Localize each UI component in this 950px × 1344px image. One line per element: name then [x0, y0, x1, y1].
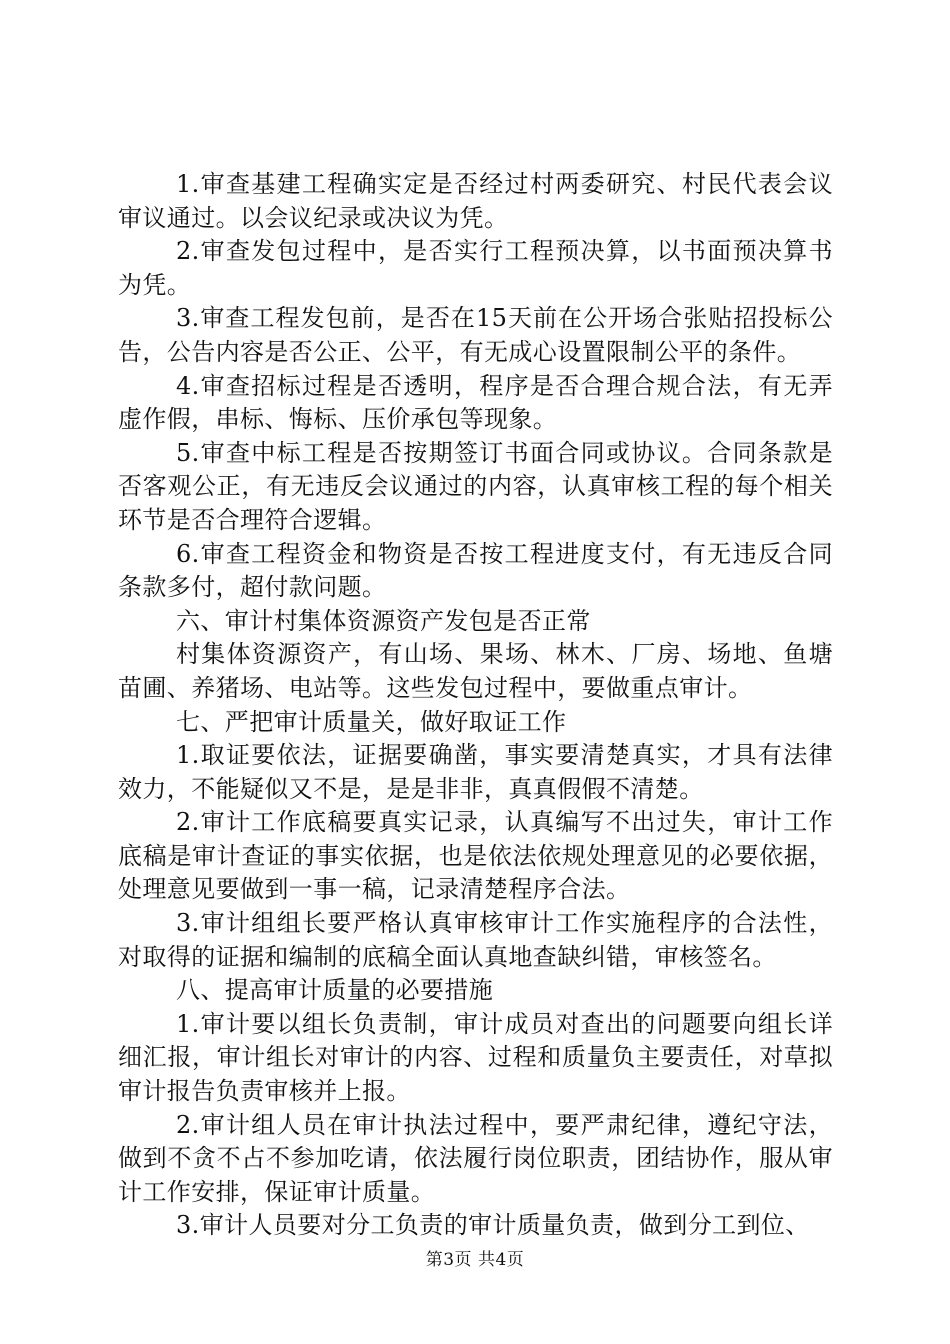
paragraph-4: 4.审查招标过程是否透明，程序是否合理合规合法，有无弄虚作假，串标、悔标、压价承包等现象。 — [118, 371, 833, 434]
paragraph-2: 2.审查发包过程中，是否实行工程预决算，以书面预决算书为凭。 — [118, 237, 833, 299]
paragraph-13: 3.审计人员要对分工负责的审计质量负责，做到分工到位、 — [176, 1211, 810, 1240]
paragraph-8: 1.取证要依法，证据要确凿，事实要清楚真实，才具有法律效力，不能疑似又不是，是是非非，真真假假不清楚。 — [118, 741, 833, 803]
paragraph-12: 2.审计组人员在审计执法过程中，要严肃纪律，遵纪守法，做到不贪不占不参加吃请，依法履行岗位职责，团结协作，服从审计工作安排，保证审计质量。 — [118, 1110, 833, 1206]
paragraph-1: 1.审查基建工程确实定是否经过村两委研究、村民代表会议审议通过。以会议纪录或决议为凭。 — [118, 170, 833, 232]
page-number: 第3页 共4页 — [425, 1250, 525, 1270]
document-body — [118, 168, 833, 1243]
page-footer — [0, 1245, 950, 1270]
section-heading-8: 八、提高审计质量的必要措施 — [176, 976, 494, 1005]
section-heading-6: 六、审计村集体资源资产发包是否正常 — [176, 606, 591, 635]
paragraph-11: 1.审计要以组长负责制，审计成员对查出的问题要向组长详细汇报，审计组长对审计的内容、过程和质量负主要责任，对草拟审计报告负责审核并上报。 — [118, 1009, 833, 1106]
section-heading-7: 七、严把审计质量关，做好取证工作 — [176, 707, 567, 736]
paragraph-10: 3.审计组组长要严格认真审核审计工作实施程序的合法性，对取得的证据和编制的底稿全面认真地查缺纠错，审核签名。 — [118, 909, 833, 971]
paragraph-7: 村集体资源资产，有山场、果场、林木、厂房、场地、鱼塘苗圃、养猪场、电站等。这些发包过程中，要做重点审计。 — [118, 640, 833, 702]
paragraph-9: 2.审计工作底稿要真实记录，认真编写不出过失，审计工作底稿是审计查证的事实依据，也是依法依规处理意见的必要依据，处理意见要做到一事一稿，记录清楚程序合法。 — [118, 808, 833, 904]
paragraph-3: 3.审查工程发包前，是否在15天前在公开场合张贴招投标公告，公告内容是否公正、公平，有无成心设置限制公平的条件。 — [118, 304, 833, 366]
paragraph-6: 6.审查工程资金和物资是否按工程进度支付，有无违反合同条款多付，超付款问题。 — [118, 539, 833, 602]
paragraph-5: 5.审查中标工程是否按期签订书面合同或协议。合同条款是否客观公正，有无违反会议通过的内容，认真审核工程的每个相关环节是否合理符合逻辑。 — [118, 438, 833, 534]
